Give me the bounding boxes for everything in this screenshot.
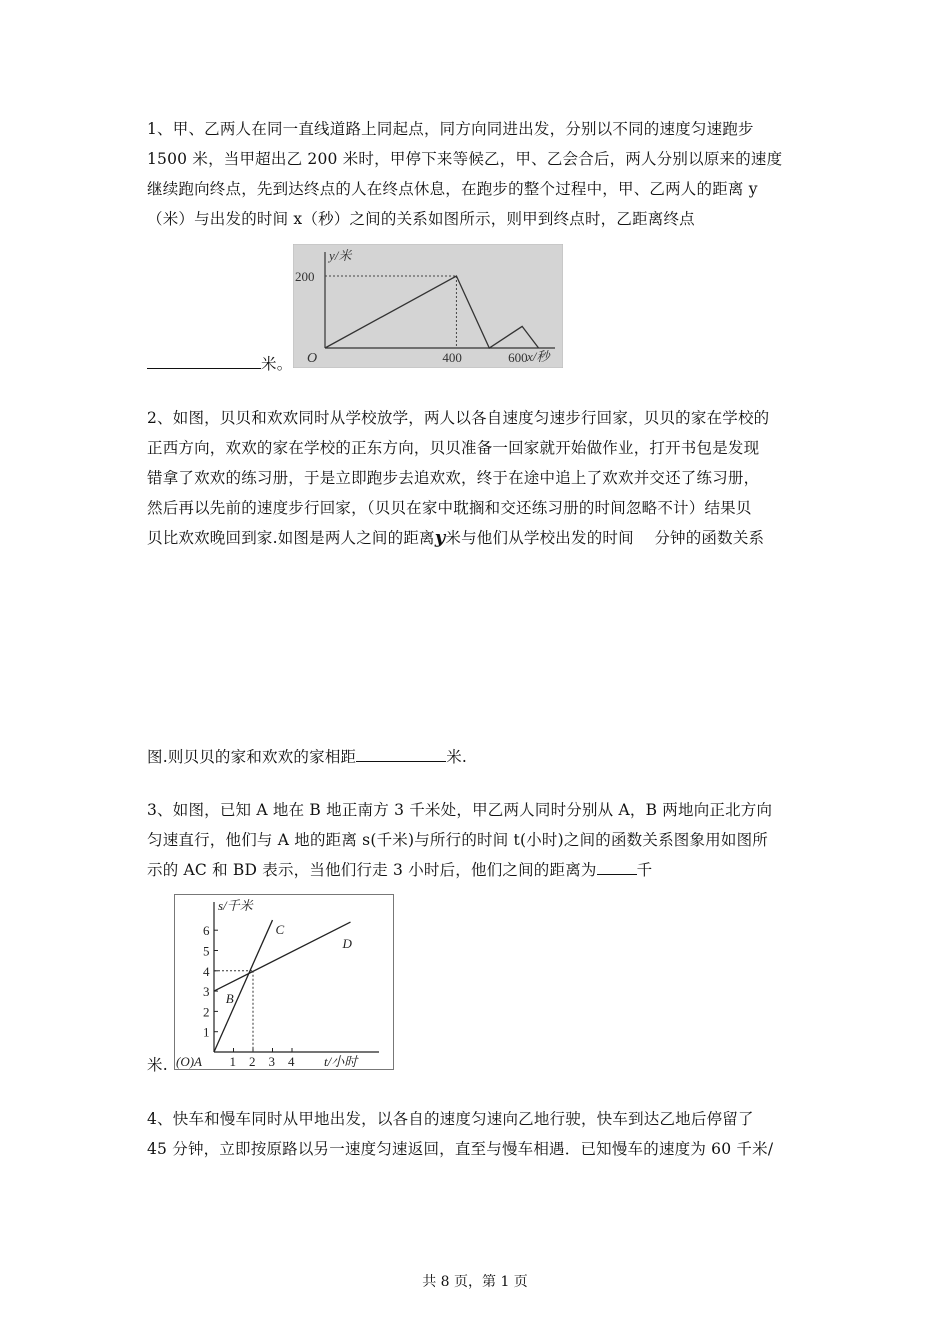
q3-line-3-text: 示的 AC 和 BD 表示，当他们行走 3 小时后，他们之间的距离为 [147,861,597,879]
q3-line-2: 匀速直行，他们与 A 地的距离 s(千米)与所行的时间 t(小时)之间的函数关系图象用如图所 [147,831,768,849]
q3-answer-line [147,1050,807,1080]
q3-x-label: t/小时 [324,1054,358,1069]
q4-line-2: 45 分钟，立即按原路以另一速度匀速返回，直至与慢车相遇．已知慢车的速度为 60 千米/ [147,1140,774,1158]
q3-y-tick-label: 4 [203,963,210,979]
q2-line-5-after: 米与他们从学校出发的时间 分钟的函数关系 [445,529,765,547]
q3-y-tick-label: 6 [203,923,210,939]
q2-answer-prefix: 图.则贝贝的家和欢欢的家相距 [147,748,357,766]
q3-answer-blank[interactable] [597,856,637,875]
q3-line-3-suffix: 千 [636,861,653,879]
q2-line-2: 正西方向，欢欢的家在学校的正东方向，贝贝准备一回家就开始做作业，打开书包是发现 [147,439,760,457]
q3-x-tick-label: 4 [288,1054,295,1069]
q3-origin-label: (O)A [176,1054,202,1069]
q2-line-5-before: 贝比欢欢晚回到家.如图是两人之间的距离 [147,529,435,547]
q1-x-tick-label: 400 [442,350,462,365]
q3-chart-svg [174,894,394,1070]
q1-line-3: 继续跑向终点，先到达终点的人在终点休息，在跑步的整个过程中，甲、乙两人的距离 y [147,180,758,198]
question-4-text [147,1104,807,1164]
q1-answer-suffix: 米。 [261,355,293,373]
q1-line-1: 1、甲、乙两人在同一直线道路上同起点，同方向同进出发，分别以不同的速度匀速跑步 [147,120,754,138]
question-2-text [147,403,807,553]
q3-y-tick-label: 3 [203,984,210,1000]
q2-variable-y: y [434,527,446,548]
q1-line-2: 1500 米，当甲超出乙 200 米时，甲停下来等候乙，甲、乙会合后，两人分别以原来的速度 [147,150,783,168]
q3-y-label: s/千米 [218,898,253,913]
q3-x-tick-label: 1 [229,1054,236,1069]
q3-chart [174,894,394,1074]
q3-answer-suffix: 米. [147,1056,168,1074]
q1-y-label: y/米 [329,248,352,263]
q2-line-3: 错拿了欢欢的练习册，于是立即跑步去追欢欢，终于在途中追上了欢欢并交还了练习册， [147,469,760,487]
q2-line-4: 然后再以先前的速度步行回家，（贝贝在家中耽搁和交还练习册的时间忽略不计）结果贝 [147,499,752,517]
q3-x-tick-label: 3 [268,1054,275,1069]
q3-point-c-label: C [275,922,285,938]
q1-origin-label: O [307,351,318,366]
q1-x-tick-label: 600 [508,350,528,365]
q2-answer-line [147,742,807,772]
q1-x-label: x/秒 [527,349,550,364]
q3-point-b-label: B [225,991,234,1007]
q2-answer-suffix: 米. [446,748,468,766]
question-1-text [147,114,807,234]
page-footer: 共 8 页，第 1 页 [422,1274,528,1290]
q2-line-5 [147,523,807,553]
q1-answer-blank[interactable] [147,350,261,369]
q3-line-3 [147,855,807,885]
q3-y-tick-label: 5 [203,943,210,959]
q4-line-1: 4、快车和慢车同时从甲地出发，以各自的速度匀速向乙地行驶，快车到达乙地后停留了 [147,1110,754,1128]
q2-line-1: 2、如图，贝贝和欢欢同时从学校放学，两人以各自速度匀速步行回家，贝贝的家在学校的 [147,409,770,427]
q1-line-4: （米）与出发的时间 x（秒）之间的关系如图所示，则甲到终点时，乙距离终点 [147,210,695,228]
q2-answer-blank[interactable] [356,743,446,762]
q3-point-d-label: D [342,936,352,952]
q3-x-tick-label: 2 [249,1054,256,1069]
q3-line-1: 3、如图，已知 A 地在 B 地正南方 3 千米处，甲乙两人同时分别从 A，B 两地向正北方向 [147,801,773,819]
q3-y-tick-label: 2 [203,1004,210,1020]
q3-y-tick-label: 1 [203,1024,210,1040]
q1-answer-line [147,349,807,379]
question-3-text [147,795,807,885]
q3-chart-border [175,895,394,1070]
q1-y-tick-label: 200 [295,269,315,284]
